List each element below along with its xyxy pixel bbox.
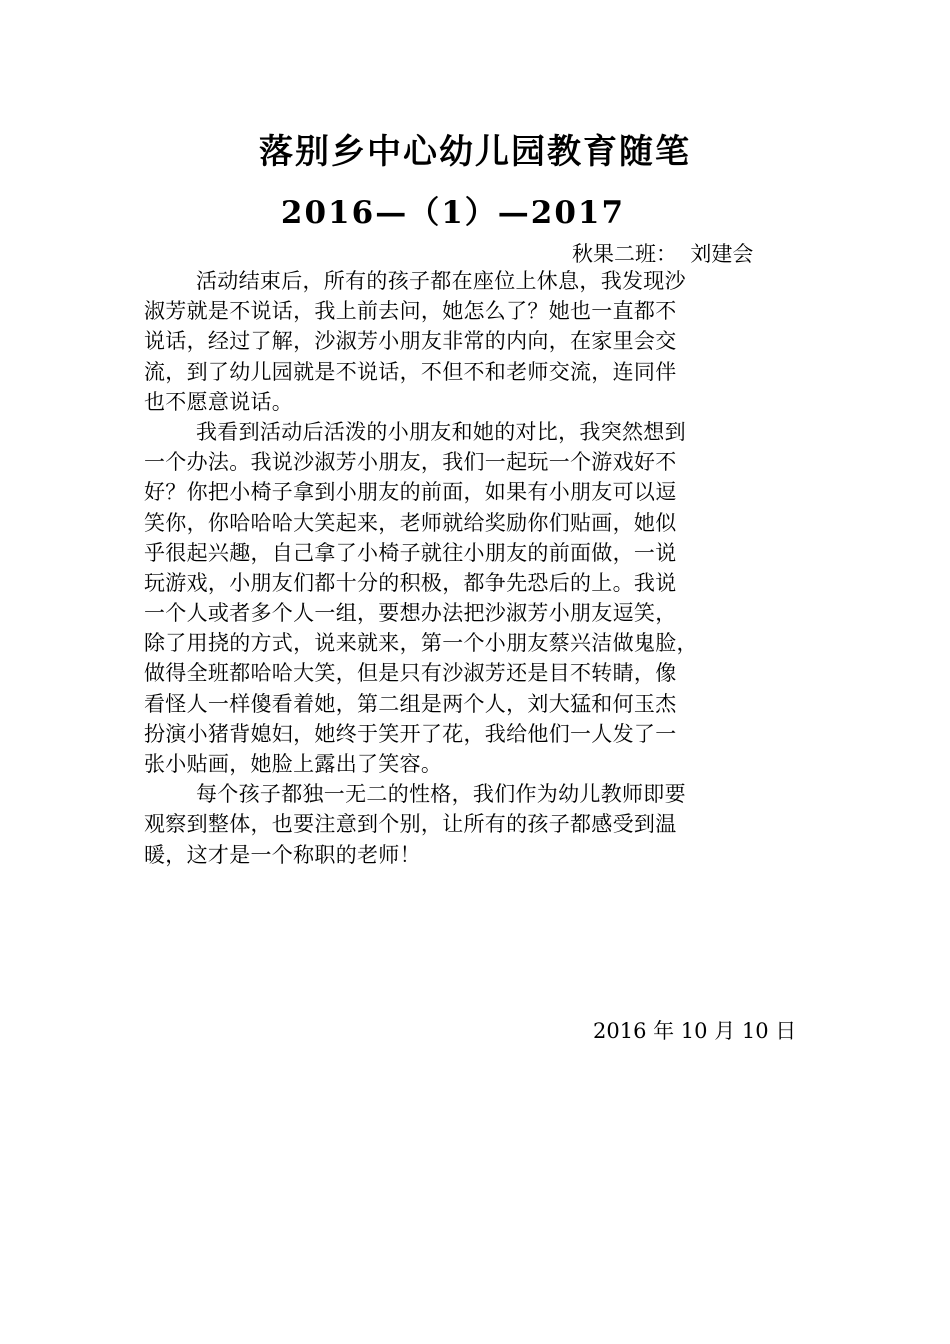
document-title: 落别乡中心幼儿园教育随笔	[259, 132, 691, 172]
paragraph-line: 乎很起兴趣，自己拿了小椅子就往小朋友的前面做，一说	[144, 540, 677, 565]
document-subtitle: 2016—（1）—2017	[280, 195, 626, 231]
paragraph-line: 笑你，你哈哈哈大笑起来，老师就给奖励你们贴画，她似	[144, 510, 677, 535]
paragraph-line: 每个孩子都独一无二的性格，我们作为幼儿教师即要	[196, 782, 686, 807]
document-date: 2016 年 10 月 10 日	[593, 1019, 797, 1043]
essay-body	[144, 266, 804, 870]
paragraph-line: 我看到活动后活泼的小朋友和她的对比，我突然想到	[196, 419, 686, 444]
paragraph-line: 流，到了幼儿园就是不说话，不但不和老师交流，连同伴	[144, 359, 677, 384]
paragraph-line: 玩游戏，小朋友们都十分的积极，都争先恐后的上。我说	[144, 570, 677, 595]
paragraph-line: 也不愿意说话。	[144, 389, 294, 414]
paragraph-line: 做得全班都哈哈大笑，但是只有沙淑芳还是目不转睛，像	[144, 661, 677, 686]
paragraph-line: 暖，这才是一个称职的老师！	[144, 842, 421, 867]
paragraph-line: 活动结束后，所有的孩子都在座位上休息，我发现沙	[196, 269, 686, 293]
paragraph-line: 说话，经过了解，沙淑芳小朋友非常的内向，在家里会交	[144, 329, 677, 354]
paragraph-line: 淑芳就是不说话，我上前去问，她怎么了？她也一直都不	[144, 299, 677, 324]
author-line: 秋果二班： 刘建会	[572, 242, 754, 266]
paragraph-line: 一个办法。我说沙淑芳小朋友，我们一起玩一个游戏好不	[144, 450, 677, 475]
paragraph-line: 除了用挠的方式，说来就来，第一个小朋友蔡兴洁做鬼脸，	[144, 631, 698, 656]
paragraph-line: 看怪人一样傻看着她，第二组是两个人，刘大猛和何玉杰	[144, 691, 677, 716]
paragraph-line: 张小贴画，她脸上露出了笑容。	[144, 752, 443, 776]
paragraph-line: 扮演小猪背媳妇，她终于笑开了花，我给他们一人发了一	[144, 721, 677, 746]
paragraph-line: 好？你把小椅子拿到小朋友的前面，如果有小朋友可以逗	[144, 480, 677, 505]
paragraph-line: 一个人或者多个人一组，要想办法把沙淑芳小朋友逗笑，	[144, 601, 677, 626]
paragraph-line: 观察到整体，也要注意到个别，让所有的孩子都感受到温	[144, 812, 677, 837]
